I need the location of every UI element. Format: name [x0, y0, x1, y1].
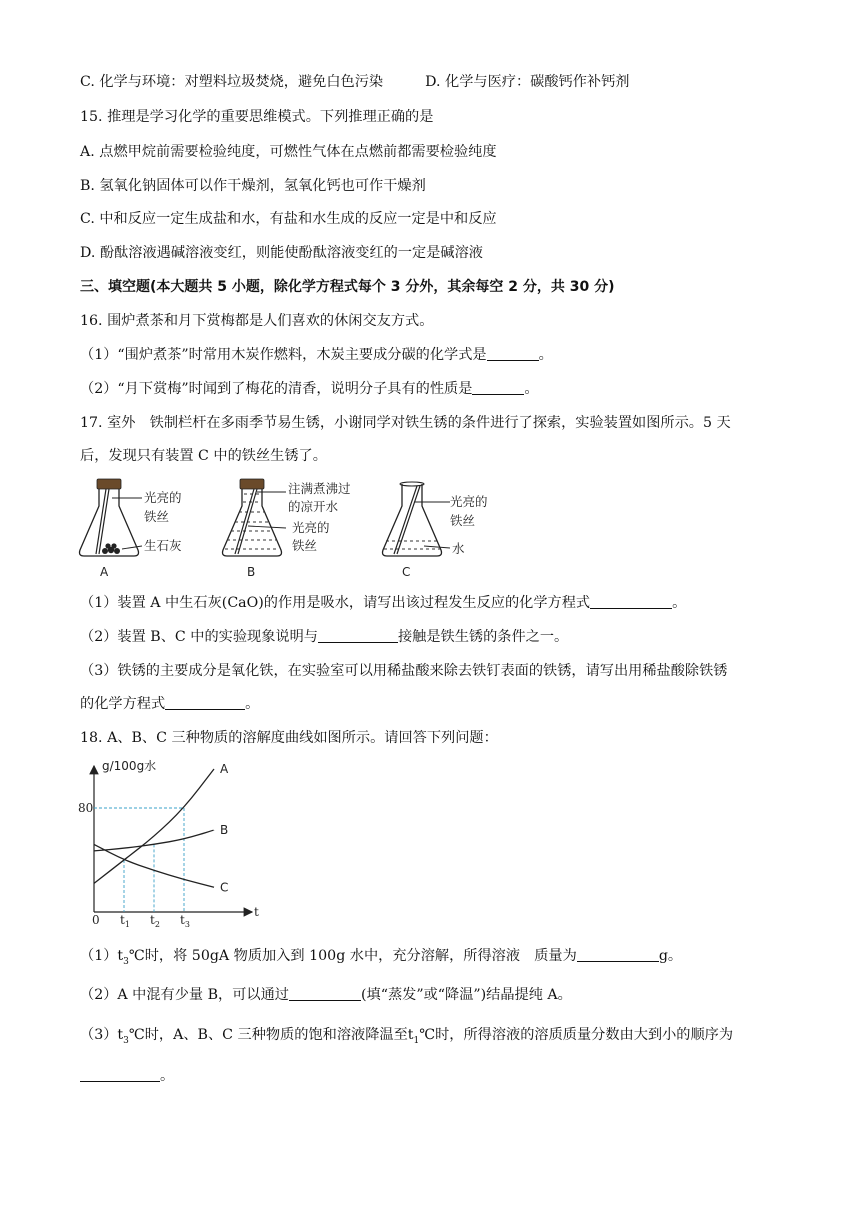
- series-label-b: B: [220, 823, 229, 838]
- q16-stem: 16. 围炉煮茶和月下赏梅都是人们喜欢的休闲交友方式。: [80, 313, 434, 329]
- x-axis-label: t: [254, 905, 259, 919]
- section-3-heading: 三、填空题(本大题共 5 小题，除化学方程式每个 3 分外，其余每空 2 分，共 30 分): [80, 279, 615, 295]
- flask-c-letter: C: [402, 565, 411, 579]
- flask-b-label4: 铁丝: [292, 538, 318, 553]
- flask-c-label3: 水: [452, 541, 465, 556]
- solubility-chart: [74, 756, 274, 936]
- x-tick-t2: $t_2$: [150, 913, 160, 929]
- q18-part2: （2）A 中混有少量 B，可以通过 (填“蒸发”或“降温”)结晶提纯 A。: [80, 987, 572, 1003]
- flask-c-label1: 光亮的: [450, 494, 488, 509]
- series-label-c: C: [220, 880, 229, 895]
- q18-part3-answer: 。: [80, 1066, 174, 1086]
- flask-c-label2: 铁丝: [450, 513, 476, 528]
- stopper-icon: [97, 479, 121, 489]
- t1-symbol: $t_1℃$: [407, 1027, 436, 1046]
- q18-stem: 18. A、B、C 三种物质的溶解度曲线如图所示。请回答下列问题：: [80, 730, 498, 746]
- flask-c: [383, 482, 488, 579]
- curve-b: [94, 830, 214, 851]
- x-tick-t1: $t_1$: [120, 913, 130, 929]
- q15-option-c: C. 中和反应一定生成盐和水，有盐和水生成的反应一定是中和反应: [80, 211, 497, 227]
- flask-a-label3: 生石灰: [144, 538, 182, 553]
- flask-b-label2: 的凉开水: [288, 499, 339, 514]
- quicklime-icon: [102, 543, 120, 554]
- q17-part2: （2）装置 B、C 中的实验现象说明与 接触是铁生锈的条件之一。: [80, 629, 569, 645]
- q17-blank-3[interactable]: [165, 695, 245, 710]
- flask-a: [80, 479, 183, 579]
- q16-blank-1[interactable]: [487, 346, 539, 361]
- q15-option-a: A. 点燃甲烷前需要检验纯度，可燃性气体在点燃前都需要检验纯度: [80, 144, 497, 160]
- y-axis-label: g/100g水: [102, 759, 157, 773]
- q16-blank-2[interactable]: [472, 380, 524, 395]
- y-marker-label: 80: [78, 801, 94, 815]
- x-tick-t3: $t_3$: [180, 913, 190, 929]
- t3-symbol: $t_3℃$: [117, 948, 145, 967]
- q15-option-b: B. 氢氧化钠固体可以作干燥剂，氢氧化钙也可作干燥剂: [80, 178, 426, 194]
- q17-apparatus-figure: [72, 476, 512, 584]
- q18-part1: $(1)t_3℃$时，将 50gA 物质加入到 100g 水中，充分溶解，所得溶液 质量为 g。: [80, 948, 683, 967]
- q18-blank-1[interactable]: [577, 947, 659, 962]
- series-label-a: A: [220, 762, 229, 776]
- q17-part1: （1）装置 A 中生石灰(CaO)的作用是吸水，请写出该过程发生反应的化学方程式 。: [80, 595, 687, 611]
- q17-part3-line2: 的化学方程式 。: [80, 696, 260, 712]
- q17-part3-line1: （3）铁锈的主要成分是氧化铁，在实验室可以用稀盐酸来除去铁钉表面的铁锈，请写出用稀盐酸除铁锈: [80, 663, 728, 679]
- q16-part2: （2）“月下赏梅”时闻到了梅花的清香，说明分子具有的性质是 。: [80, 381, 539, 397]
- q14-option-c: C. 化学与环境：对塑料垃圾焚烧，避免白色污染: [80, 74, 384, 90]
- q18-blank-2[interactable]: [289, 986, 361, 1001]
- q17-blank-1[interactable]: [590, 594, 672, 609]
- t3-symbol: $t_3℃$: [117, 1027, 145, 1046]
- q14-option-d: D. 化学与医疗：碳酸钙作补钙剂: [425, 74, 630, 90]
- origin-label: 0: [92, 913, 100, 927]
- q14-options: [80, 72, 629, 92]
- q17-stem-line2: 后，发现只有装置 C 中的铁丝生锈了。: [80, 448, 327, 464]
- flask-a-label2: 铁丝: [144, 509, 170, 524]
- flask-b-label3: 光亮的: [292, 520, 330, 535]
- flask-a-label1: 光亮的: [144, 490, 182, 505]
- flask-b: [223, 479, 352, 579]
- flask-b-letter: B: [247, 565, 256, 579]
- q17-blank-2[interactable]: [318, 628, 398, 643]
- q16-part1: （1）“围炉煮茶”时常用木炭作燃料，木炭主要成分碳的化学式是 。: [80, 347, 553, 363]
- q15-option-d: D. 酚酞溶液遇碱溶液变红，则能使酚酞溶液变红的一定是碱溶液: [80, 245, 483, 261]
- q18-part3: $(3)t_3℃$时，A、B、C 三种物质的饱和溶液降温至$t_1℃$时，所得溶液的溶质质量分数由大到小的顺序为: [80, 1027, 734, 1046]
- flask-b-label1: 注满煮沸过: [288, 481, 351, 496]
- stopper-icon: [240, 479, 264, 489]
- q17-stem-line1: 17. 室外 铁制栏杆在多雨季节易生锈，小谢同学对铁生锈的条件进行了探索，实验装置如图所示。5 天: [80, 415, 731, 431]
- q15-stem: 15. 推理是学习化学的重要思维模式。下列推理正确的是: [80, 109, 434, 125]
- q18-blank-3[interactable]: [80, 1067, 160, 1082]
- flask-a-letter: A: [100, 565, 109, 579]
